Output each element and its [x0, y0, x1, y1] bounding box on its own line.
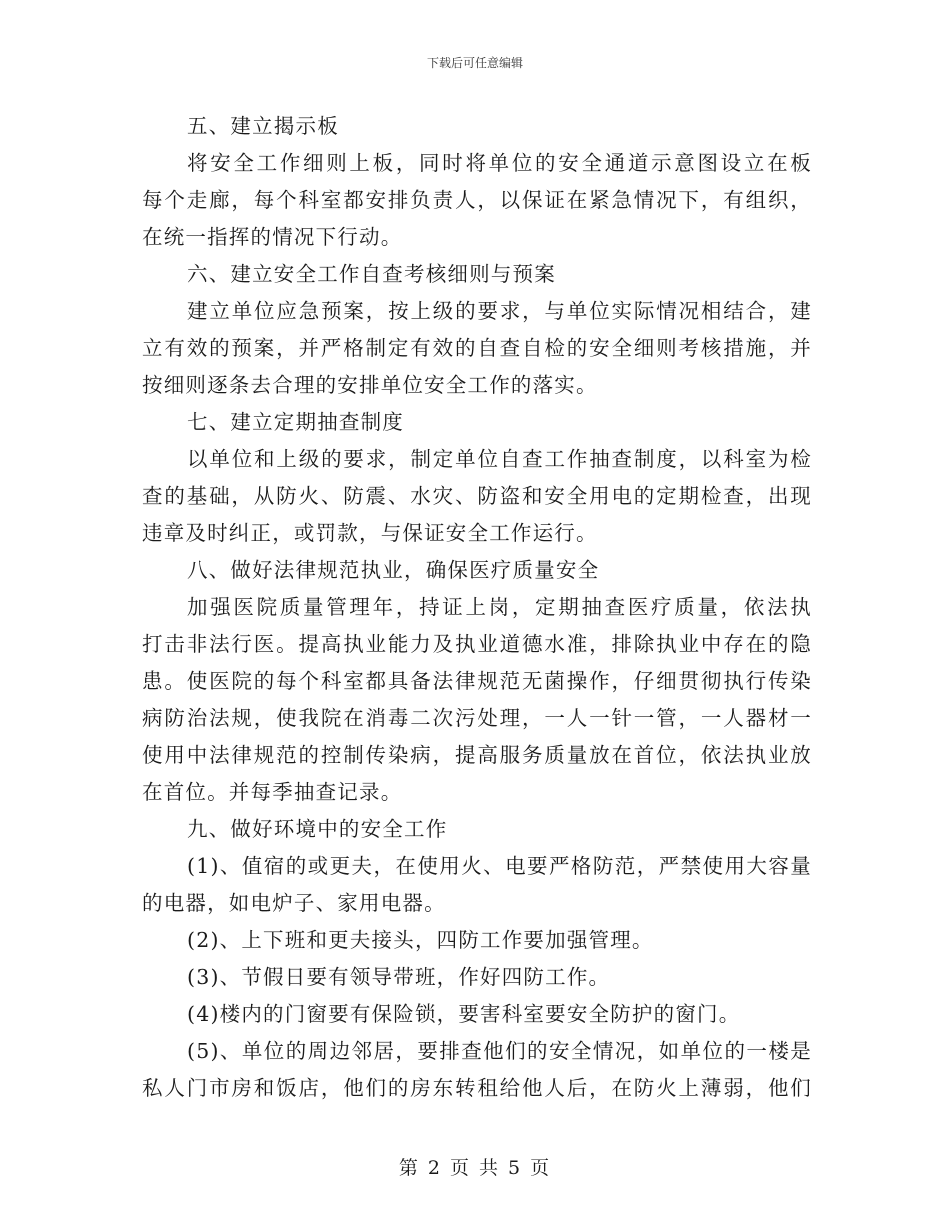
- list-item-line: 的电器，如电炉子、家用电器。: [142, 891, 446, 915]
- list-item-line: (2)、上下班和更夫接头，四防工作要加强管理。: [187, 928, 654, 952]
- section-heading: 七、建立定期抽查制度: [187, 410, 404, 434]
- paragraph-line: 在首位。并每季抽查记录。: [142, 780, 403, 804]
- paragraph-line: 建立单位应急预案，按上级的要求，与单位实际情况相结合，建: [187, 299, 812, 323]
- list-item-line: (3)、节假日要有领导带班，作好四防工作。: [187, 965, 611, 989]
- section-heading: 五、建立揭示板: [187, 114, 339, 138]
- paragraph-line: 每个走廊，每个科室都安排负责人，以保证在紧急情况下，有组织，: [142, 188, 812, 212]
- paragraph-line: 打击非法行医。提高执业能力及执业道德水准，排除执业中存在的隐: [142, 632, 812, 656]
- page-footer: 第 2 页 共 5 页: [398, 1157, 552, 1179]
- paragraph-line: 将安全工作细则上板，同时将单位的安全通道示意图设立在板: [187, 151, 812, 175]
- paragraph-line: 按细则逐条去合理的安排单位安全工作的落实。: [142, 373, 598, 397]
- section-heading: 六、建立安全工作自查考核细则与预案: [187, 262, 556, 286]
- paragraph-line: 查的基础，从防火、防震、水灾、防盗和安全用电的定期检查，出现: [142, 484, 812, 508]
- paragraph-line: 患。使医院的每个科室都具备法律规范无菌操作，仔细贯彻执行传染: [142, 669, 812, 693]
- section-heading: 九、做好环境中的安全工作: [187, 817, 448, 841]
- paragraph-line: 在统一指挥的情况下行动。: [142, 225, 403, 249]
- list-item-line: 私人门市房和饭店，他们的房东转租给他人后，在防火上薄弱，他们: [142, 1076, 812, 1100]
- document-body: [142, 108, 812, 1107]
- paragraph-line: 以单位和上级的要求，制定单位自查工作抽查制度，以科室为检: [187, 447, 812, 471]
- paragraph-line: 立有效的预案，并严格制定有效的自查自检的安全细则考核措施，并: [142, 336, 812, 360]
- paragraph-line: 违章及时纠正，或罚款，与保证安全工作运行。: [142, 521, 598, 545]
- paragraph-line: 加强医院质量管理年，持证上岗，定期抽查医疗质量，依法执: [187, 595, 812, 619]
- paragraph-line: 使用中法律规范的控制传染病，提高服务质量放在首位，依法执业放: [142, 743, 812, 767]
- page-header: 下载后可任意编辑: [426, 56, 523, 70]
- list-item-line: (1)、值宿的或更夫，在使用火、电要严格防范，严禁使用大容量: [187, 854, 812, 878]
- paragraph-line: 病防治法规，使我院在消毒二次污处理，一人一针一管，一人器材一: [142, 706, 812, 730]
- list-item-line: (4)楼内的门窗要有保险锁，要害科室要安全防护的窗门。: [187, 1002, 741, 1026]
- section-heading: 八、做好法律规范执业，确保医疗质量安全: [187, 558, 600, 582]
- list-item-line: (5)、单位的周边邻居，要排查他们的安全情况，如单位的一楼是: [187, 1039, 812, 1063]
